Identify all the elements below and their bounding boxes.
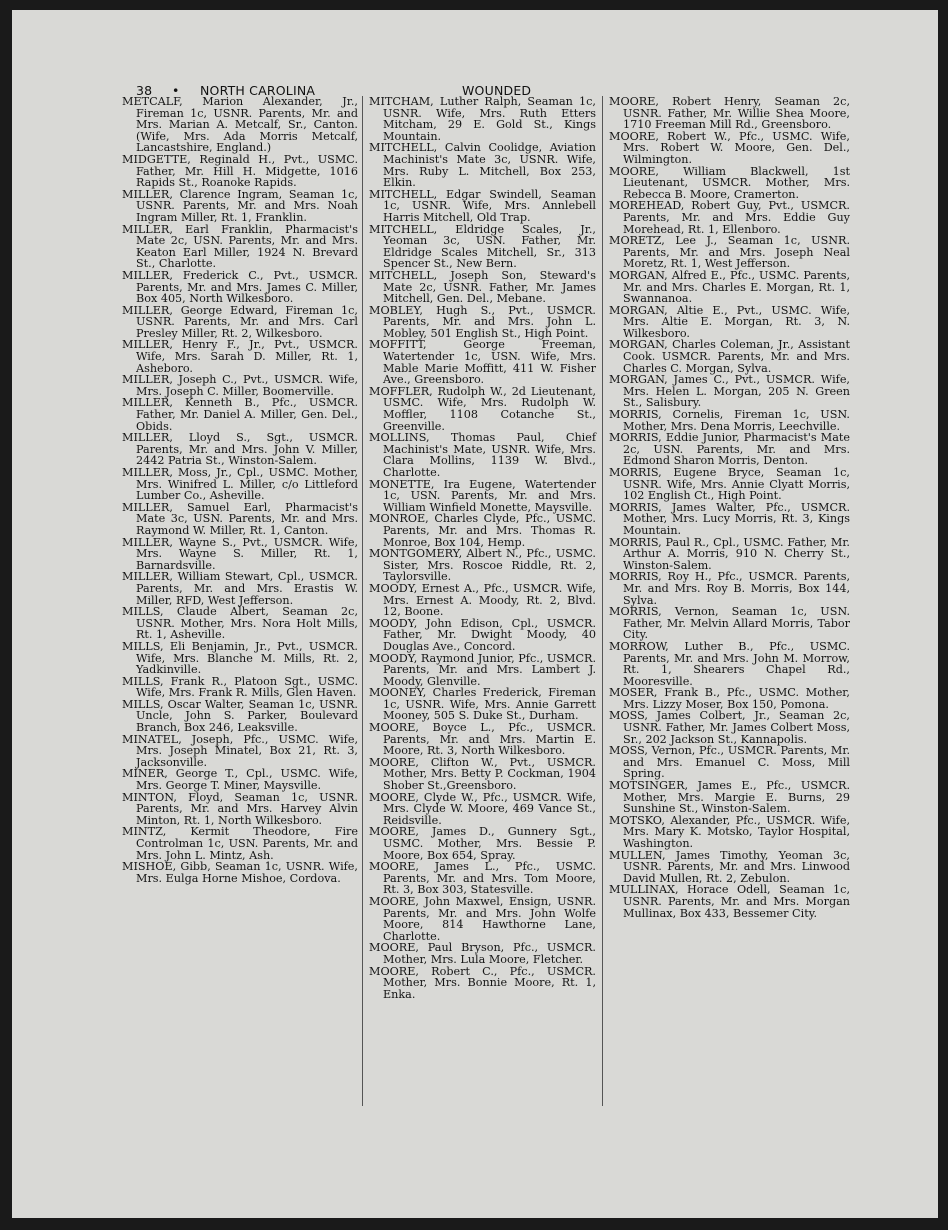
casualty-entry: MOORE, John Maxwel, Ensign, USNR. Parents, Mr. and Mrs. John Wolfe Moore, 814 Hawthorne Lane, Charlotte. (369, 894, 596, 943)
casualty-entry: MOODY, Ernest A., Pfc., USMCR. Wife, Mrs. Ernest A. Moody, Rt. 2, Blvd. 12, Boone. (369, 581, 596, 619)
casualty-entry: MINATEL, Joseph, Pfc., USMC. Wife, Mrs. Joseph Minatel, Box 21, Rt. 3, Jacksonville. (122, 732, 358, 769)
casualty-entry: MORGAN, Altie E., Pvt., USMC. Wife, Mrs. Altie E. Morgan, Rt. 3, N. Wilkesboro. (609, 303, 850, 340)
casualty-entry: MILLER, Samuel Earl, Pharmacist's Mate 3c, USN. Parents, Mr. and Mrs. Raymond W. Miller, Rt. 1, Canton. (122, 500, 358, 537)
column-2 (362, 96, 602, 1106)
casualty-entry: MITCHELL, Eldridge Scales, Jr., Yeoman 3c, USN. Father, Mr. Eldridge Scales Mitchell, Sr., 313 Spencer St., New Bern. (369, 222, 596, 271)
casualty-entry: MOODY, John Edison, Cpl., USMCR. Father, Mr. Dwight Moody, 40 Douglas Ave., Concord. (369, 616, 596, 653)
casualty-entry: MOSS, Vernon, Pfc., USMCR. Parents, Mr. and Mrs. Emanuel C. Moss, Mill Spring. (609, 744, 850, 781)
casualty-entry: MULLEN, James Timothy, Yeoman 3c, USNR. Parents, Mr. and Mrs. Linwood David Mullen, Rt. 2, Zebulon. (609, 848, 850, 885)
casualty-entry: MORRIS, Vernon, Seaman 1c, USN. Father, Mr. Melvin Allard Morris, Tabor City. (609, 605, 850, 642)
casualty-entry: MOORE, Boyce L., Pfc., USMCR. Parents, Mr. and Mrs. Martin E. Moore, Rt. 3, North Wilkesboro. (369, 721, 596, 758)
casualty-entry: MOREHEAD, Robert Guy, Pvt., USMCR. Parents, Mr. and Mrs. Eddie Guy Morehead, Rt. 1, Ellenboro. (609, 199, 850, 236)
casualty-entry: MOORE, Robert Henry, Seaman 2c, USNR. Father, Mr. Willie Shea Moore, 1710 Freeman Mill Rd., Greensboro. (609, 96, 850, 132)
casualty-entry: MITCHELL, Edgar Swindell, Seaman 1c, USNR. Wife, Mrs. Annlebell Harris Mitchell, Old Trap. (369, 187, 596, 224)
casualty-entry: MOODY, Raymond Junior, Pfc., USMCR. Parents, Mr. and Mrs. Lambert J. Moody, Glenville. (369, 651, 596, 688)
casualty-entry: MILLS, Oscar Walter, Seaman 1c, USNR. Uncle, John S. Parker, Boulevard Branch, Box 246, Leaksville. (122, 697, 358, 735)
casualty-entry: MILLS, Claude Albert, Seaman 2c, USNR. Mother, Mrs. Nora Holt Mills, Rt. 1, Asheville. (122, 605, 358, 642)
casualty-entry: MILLS, Frank R., Platoon Sgt., USMC. Wife, Mrs. Frank R. Mills, Glen Haven. (122, 674, 358, 700)
casualty-entry: MONROE, Charles Clyde, Pfc., USMC. Parents, Mr. and Mrs. Thomas R. Monroe, Box 104, Hemp. (369, 512, 596, 549)
casualty-entry: MINTON, Floyd, Seaman 1c, USNR. Parents, Mr. and Mrs. Harvey Alvin Minton, Rt. 1, North Wilkesboro. (122, 790, 358, 827)
casualty-entry: MILLS, Eli Benjamin, Jr., Pvt., USMCR. Wife, Mrs. Blanche M. Mills, Rt. 2, Yadkinville. (122, 639, 358, 677)
casualty-entry: MORGAN, Alfred E., Pfc., USMC. Parents, Mr. and Mrs. Charles E. Morgan, Rt. 1, Swannanoa. (609, 268, 850, 306)
casualty-entry: MILLER, Lloyd S., Sgt., USMCR. Parents, Mr. and Mrs. John V. Miller, 2442 Patria St., Winston-Salem. (122, 431, 358, 468)
column-1 (122, 96, 362, 1106)
casualty-entry: MORETZ, Lee J., Seaman 1c, USNR. Parents, Mr. and Mrs. Joseph Neal Moretz, Rt. 1, West Jefferson. (609, 234, 850, 271)
casualty-entry: MORRIS, Roy H., Pfc., USMCR. Parents, Mr. and Mrs. Roy B. Morris, Box 144, Sylva. (609, 570, 850, 607)
casualty-entry: MOORE, James D., Gunnery Sgt., USMC. Mother, Mrs. Bessie P. Moore, Box 654, Spray. (369, 825, 596, 862)
casualty-entry: MOFFLER, Rudolph W., 2d Lieutenant, USMC. Wife, Mrs. Rudolph W. Moffler, 1108 Cotanche St., Greenville. (369, 384, 596, 433)
casualty-entry: METCALF, Marion Alexander, Jr., Fireman 1c, USNR. Parents, Mr. and Mrs. Marian A. Metcalf, Sr., Canton. (Wife, Mrs. Ada Morris Metcalf, Lancastshire, England.) (122, 96, 358, 155)
casualty-entry: MOSER, Frank B., Pfc., USMC. Mother, Mrs. Lizzy Moser, Box 150, Pomona. (609, 686, 850, 711)
section-title: WOUNDED (462, 83, 532, 98)
casualty-entry: MONTGOMERY, Albert N., Pfc., USMC. Sister, Mrs. Roscoe Riddle, Rt. 2, Taylorsville. (369, 547, 596, 584)
casualty-entry: MIDGETTE, Reginald H., Pvt., USMC. Father, Mr. Hill H. Midgette, 1016 Rapids St., Roanoke Rapids. (122, 152, 358, 190)
casualty-entry: MOORE, Paul Bryson, Pfc., USMCR. Mother, Mrs. Lula Moore, Fletcher. (369, 941, 596, 966)
casualty-entry: MILLER, George Edward, Fireman 1c, USNR. Parents, Mr. and Mrs. Carl Presley Miller, Rt. 2, Wilkesboro. (122, 303, 358, 340)
casualty-entry: MILLER, Clarence Ingram, Seaman 1c, USNR. Parents, Mr. and Mrs. Noah Ingram Miller, Rt. 1, Franklin. (122, 187, 358, 224)
casualty-entry: MOONEY, Charles Frederick, Fireman 1c, USNR. Wife, Mrs. Annie Garrett Mooney, 505 S. Duke St., Durham. (369, 686, 596, 723)
casualty-entry: MITCHAM, Luther Ralph, Seaman 1c, USNR. Wife, Mrs. Ruth Etters Mitcham, 29 E. Gold St., Kings Mountain. (369, 96, 596, 143)
page-number: 38 (136, 83, 153, 98)
state-title: NORTH CAROLINA (200, 83, 316, 98)
casualty-entry: MILLER, Moss, Jr., Cpl., USMC. Mother, Mrs. Winifred L. Miller, c/o Littleford Lumber Co., Asheville. (122, 466, 358, 503)
casualty-entry: MILLER, Earl Franklin, Pharmacist's Mate 2c, USN. Parents, Mr. and Mrs. Keaton Earl Miller, 1924 N. Brevard St., Charlotte. (122, 222, 358, 271)
casualty-entry: MOORE, Clyde W., Pfc., USMCR. Wife, Mrs. Clyde W. Moore, 469 Vance St., Reidsville. (369, 790, 596, 827)
casualty-entry: MOBLEY, Hugh S., Pvt., USMCR. Parents, Mr. and Mrs. John L. Mobley, 501 English St., High Point. (369, 303, 596, 340)
casualty-entry: MOORE, Robert C., Pfc., USMCR. Mother, Mrs. Bonnie Moore, Rt. 1, Enka. (369, 964, 596, 1001)
casualty-entry: MORROW, Luther B., Pfc., USMC. Parents, Mr. and Mrs. John M. Morrow, Rt. 1, Shearers Chapel Rd., Mooresville. (609, 639, 850, 688)
casualty-entry: MOORE, James L., Pfc., USMC. Parents, Mr. and Mrs. Tom Moore, Rt. 3, Box 303, Statesville. (369, 860, 596, 897)
casualty-entry: MOTSKO, Alexander, Pfc., USMCR. Wife, Mrs. Mary K. Motsko, Taylor Hospital, Washington. (609, 813, 850, 850)
casualty-entry: MORRIS, Cornelis, Fireman 1c, USN. Mother, Mrs. Dena Morris, Leechville. (609, 408, 850, 433)
casualty-entry: MILLER, Kenneth B., Pfc., USMCR. Father, Mr. Daniel A. Miller, Gen. Del., Obids. (122, 396, 358, 433)
casualty-entry: MILLER, Frederick C., Pvt., USMCR. Parents, Mr. and Mrs. James C. Miller, Box 405, North Wilkesboro. (122, 268, 358, 306)
header-bullet: • (172, 83, 180, 98)
casualty-entry: MORGAN, Charles Coleman, Jr., Assistant Cook. USMCR. Parents, Mr. and Mrs. Charles C. Morgan, Sylva. (609, 338, 850, 375)
casualty-entry: MORRIS, Eddie Junior, Pharmacist's Mate 2c, USN. Parents, Mr. and Mrs. Edmond Sharon Morris, Denton. (609, 431, 850, 468)
casualty-entry: MULLINAX, Horace Odell, Seaman 1c, USNR. Parents, Mr. and Mrs. Morgan Mullinax, Box 433, Bessemer City. (609, 883, 850, 920)
casualty-entry: MITCHELL, Calvin Coolidge, Aviation Machinist's Mate 3c, USNR. Wife, Mrs. Ruby L. Mitchell, Box 253, Elkin. (369, 141, 596, 190)
casualty-entry: MONETTE, Ira Eugene, Watertender 1c, USN. Parents, Mr. and Mrs. William Winfield Monette, Maysville. (369, 477, 596, 514)
casualty-entry: MITCHELL, Joseph Son, Steward's Mate 2c, USNR. Father, Mr. James Mitchell, Gen. Del., Mebane. (369, 268, 596, 306)
casualty-list (122, 96, 856, 1106)
casualty-entry: MORRIS, Paul R., Cpl., USMC. Father, Mr. Arthur A. Morris, 910 N. Cherry St., Winston-Salem. (609, 535, 850, 572)
casualty-entry: MOSS, James Colbert, Jr., Seaman 2c, USNR. Father, Mr. James Colbert Moss, Sr., 202 Jackson St., Kannapolis. (609, 709, 850, 746)
casualty-entry: MILLER, Joseph C., Pvt., USMCR. Wife, Mrs. Joseph C. Miller, Boomerville. (122, 373, 358, 398)
casualty-entry: MOORE, William Blackwell, 1st Lieutenant, USMCR. Mother, Mrs. Rebecca B. Moore, Cramerton. (609, 164, 850, 201)
casualty-entry: MOORE, Clifton W., Pvt., USMCR. Mother, Mrs. Betty P. Cockman, 1904 Shober St.,Greensboro. (369, 755, 596, 793)
casualty-entry: MOLLINS, Thomas Paul, Chief Machinist's Mate, USNR. Wife, Mrs. Clara Mollins, 1139 W. Blvd., Charlotte. (369, 431, 596, 479)
casualty-entry: MINER, George T., Cpl., USMC. Wife, Mrs. George T. Miner, Maysville. (122, 767, 358, 793)
casualty-entry: MILLER, Wayne S., Pvt., USMCR. Wife, Mrs. Wayne S. Miller, Rt. 1, Barnardsville. (122, 535, 358, 572)
casualty-entry: MORRIS, James Walter, Pfc., USMCR. Mother, Mrs. Lucy Morris, Rt. 3, Kings Mountain. (609, 500, 850, 537)
casualty-entry: MILLER, William Stewart, Cpl., USMCR. Parents, Mr. and Mrs. Erastis W. Miller, RFD, West Jefferson. (122, 570, 358, 607)
casualty-entry: MOORE, Robert W., Pfc., USMC. Wife, Mrs. Robert W. Moore, Gen. Del., Wilmington. (609, 129, 850, 166)
casualty-entry: MINTZ, Kermit Theodore, Fire Controlman 1c, USN. Parents, Mr. and Mrs. John L. Mintz, Ash. (122, 825, 358, 862)
casualty-entry: MOTSINGER, James E., Pfc., USMCR. Mother, Mrs. Margie E. Burns, 29 Sunshine St., Winston-Salem. (609, 779, 850, 816)
casualty-entry: MILLER, Henry F., Jr., Pvt., USMCR. Wife, Mrs. Sarah D. Miller, Rt. 1, Asheboro. (122, 338, 358, 375)
column-3 (602, 96, 850, 1106)
casualty-entry: MORRIS, Eugene Bryce, Seaman 1c, USNR. Wife, Mrs. Annie Clyatt Morris, 102 English Ct., High Point. (609, 466, 850, 503)
casualty-entry: MORGAN, James C., Pvt., USMCR. Wife, Mrs. Helen L. Morgan, 205 N. Green St., Salisbury. (609, 373, 850, 410)
casualty-entry: MOFFITT, George Freeman, Watertender 1c, USN. Wife, Mrs. Mable Marie Moffitt, 411 W. Fisher Ave., Greensboro. (369, 338, 596, 387)
casualty-entry: MISHOE, Gibb, Seaman 1c, USNR. Wife, Mrs. Eulga Horne Mishoe, Cordova. (122, 860, 358, 885)
